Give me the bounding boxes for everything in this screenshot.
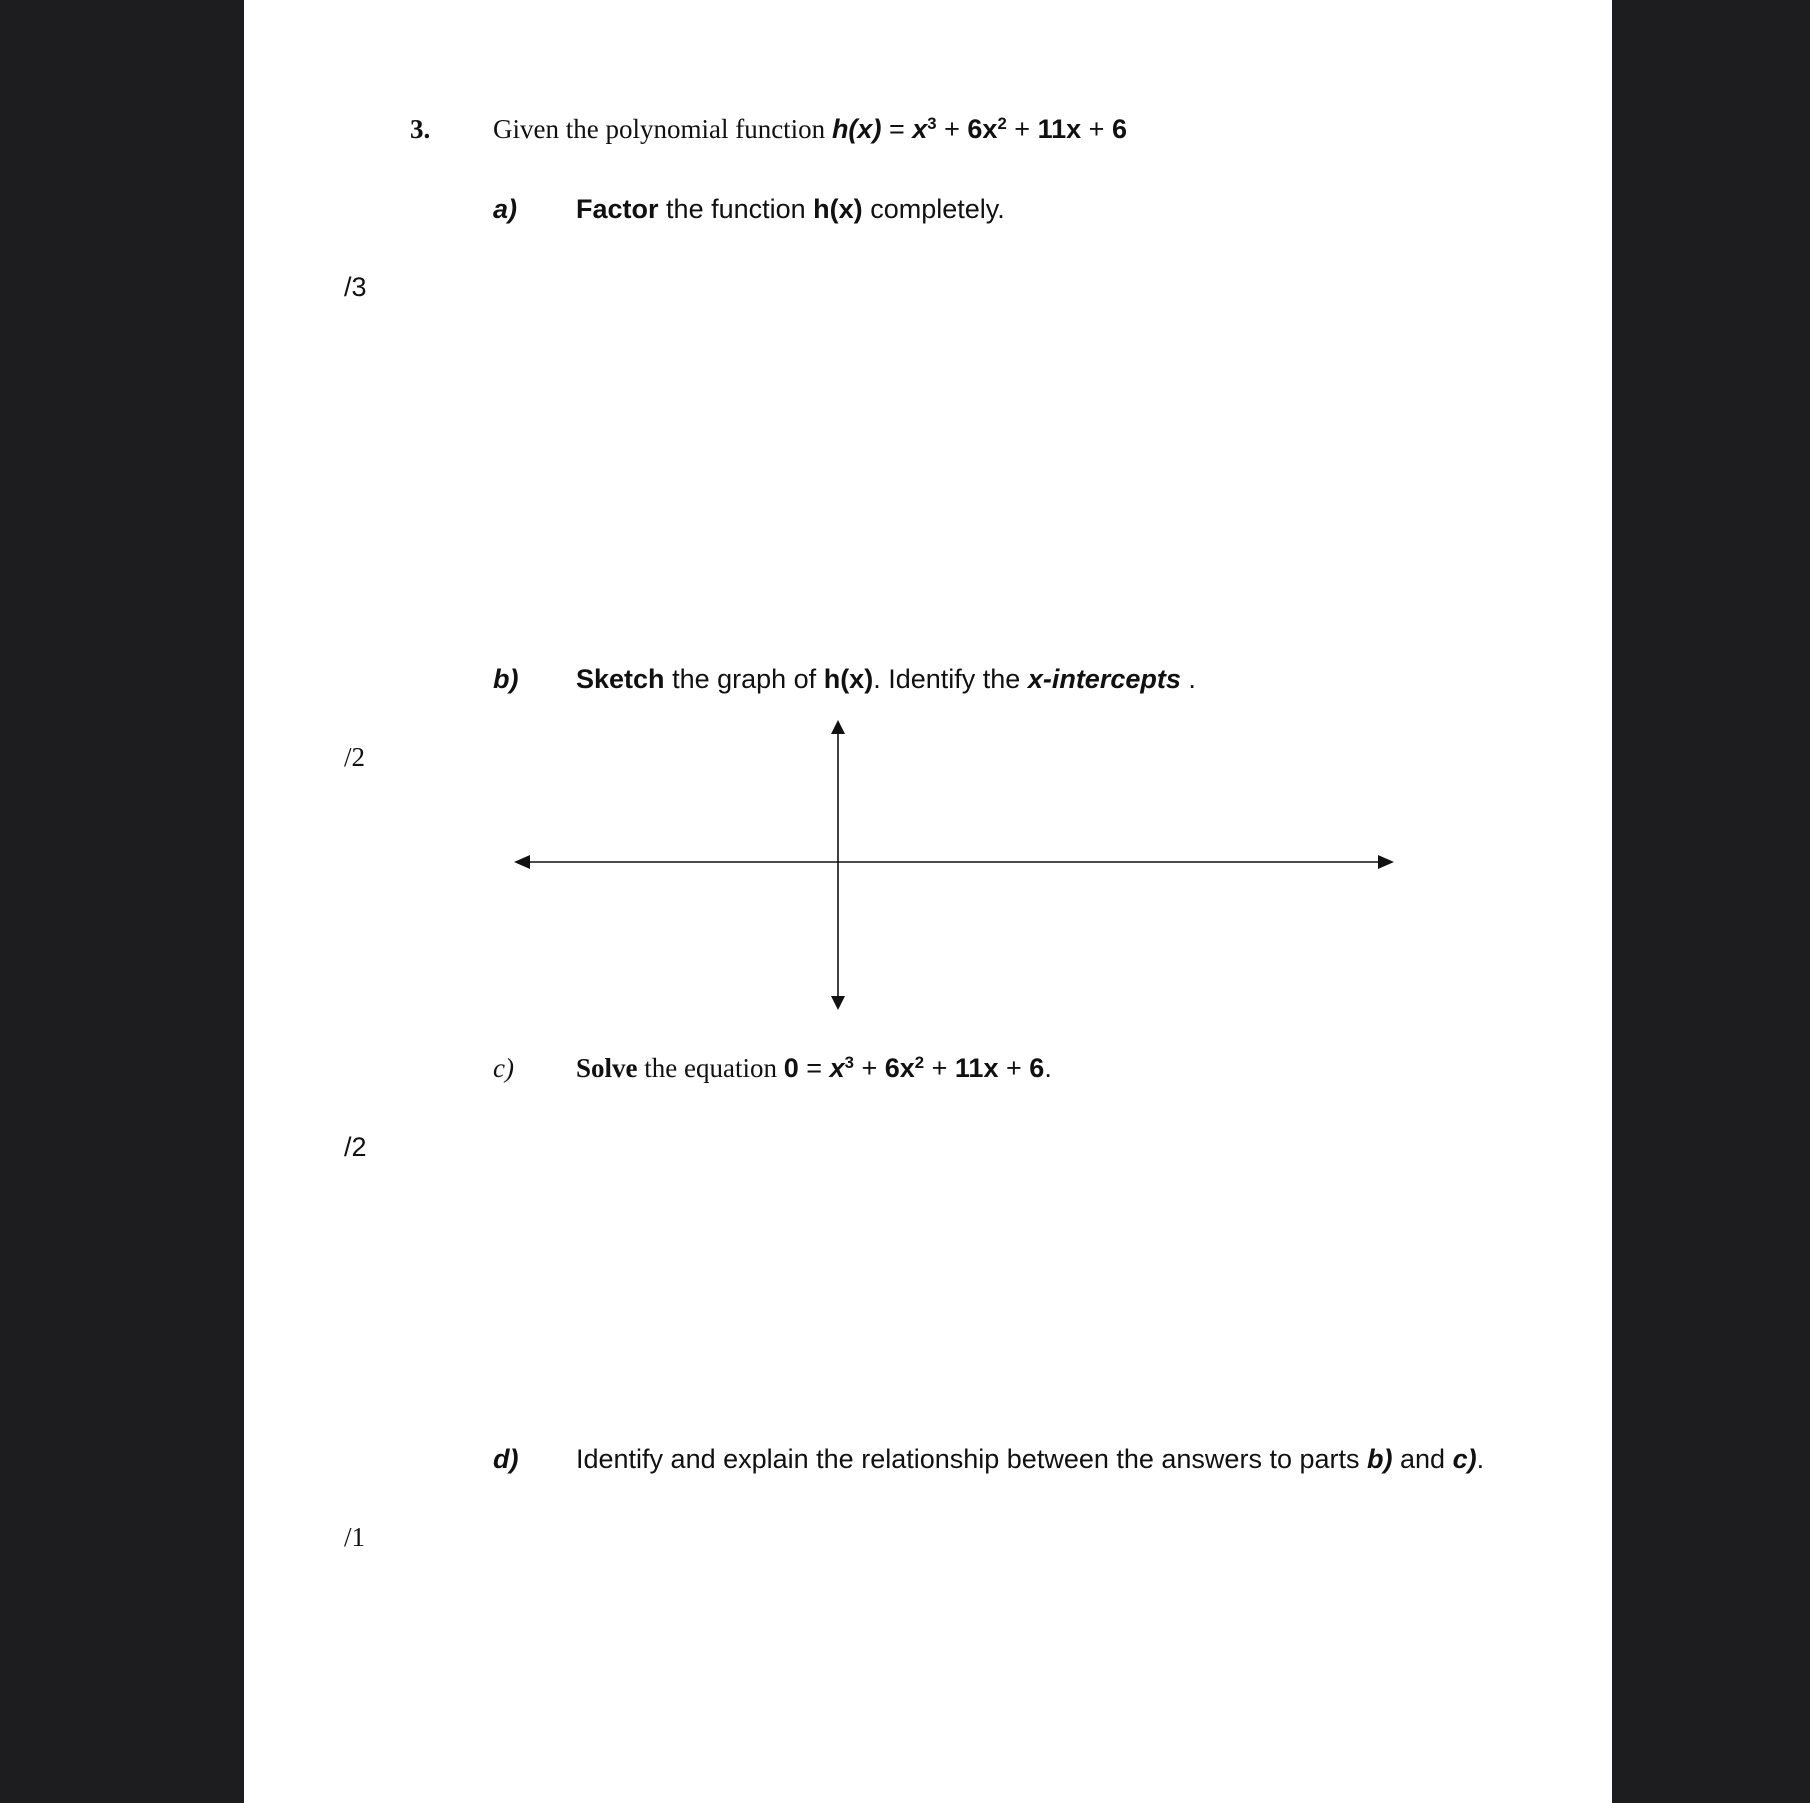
part-b-verb: Sketch [576,664,665,694]
y-axis-down-arrow [831,996,845,1010]
part-a-func: h(x) [813,194,863,224]
part-b-text1: the graph of [672,664,817,694]
term-6x2: 6x [884,1053,915,1083]
part-a-marks: /3 [344,272,367,302]
plus-sign: + [861,1053,878,1083]
plus-sign: + [1088,114,1105,144]
question-number: 3. [410,114,431,144]
equals-sign: = [888,114,905,144]
part-b-label: b) [493,664,519,694]
part-c-text1: the equation [644,1053,777,1083]
function-name: h(x) [831,114,882,144]
term-11x: 11x [954,1053,999,1083]
term-6: 6 [1029,1053,1045,1083]
question-stem [493,114,1127,145]
part-d-and: and [1400,1444,1446,1474]
part-c-verb: Solve [576,1053,638,1083]
term-6: 6 [1111,114,1127,144]
x-axis-right-arrow [1378,855,1394,869]
question-function [832,114,1127,144]
part-a-verb: Factor [576,194,659,224]
part-c-label: c) [493,1053,514,1083]
part-b-func: h(x) [823,664,874,694]
exponent-3: 3 [844,1052,854,1072]
period: . [1476,1444,1485,1474]
part-c-marks: /2 [344,1132,367,1162]
part-b-text2: . Identify the [873,664,1021,694]
part-c-equation [784,1053,1052,1083]
term-x3: x [829,1053,845,1083]
term-11x: 11x [1037,114,1082,144]
part-b-text3: . [1188,664,1196,694]
part-d-text1: Identify and explain the relationship between the answers to parts [576,1444,1360,1474]
y-axis-up-arrow [831,720,845,734]
term-x3: x [912,114,928,144]
x-axis-left-arrow [514,855,530,869]
part-d-text [576,1444,1484,1475]
document-page [244,0,1612,1803]
part-b-marks: /2 [344,742,366,772]
part-a-text2: completely. [870,194,1005,224]
part-a-label: a) [493,194,518,224]
term-6x2: 6x [967,114,998,144]
plus-sign: + [944,114,960,144]
exponent-2: 2 [997,113,1007,133]
part-a-text [576,194,1005,225]
question-stem-text: Given the polynomial function [493,114,826,144]
coordinate-axes [509,720,1394,1010]
exponent-2: 2 [914,1052,925,1072]
equals-sign: = [806,1053,823,1083]
part-d-ref-c: c) [1452,1444,1477,1474]
part-a-text1: the function [666,194,806,224]
plus-sign: + [1005,1053,1022,1083]
part-d-ref-b: b) [1367,1444,1393,1474]
part-d-marks: /1 [344,1522,366,1552]
part-b-xintercepts: x-intercepts [1027,664,1181,694]
plus-sign: + [1014,114,1031,144]
period: . [1044,1053,1052,1083]
plus-sign: + [931,1053,948,1083]
exponent-3: 3 [927,113,937,133]
part-b-text [576,664,1196,695]
part-d-label: d) [493,1444,519,1474]
eq-lhs-zero: 0 [783,1053,799,1083]
part-c-text [576,1053,1052,1084]
